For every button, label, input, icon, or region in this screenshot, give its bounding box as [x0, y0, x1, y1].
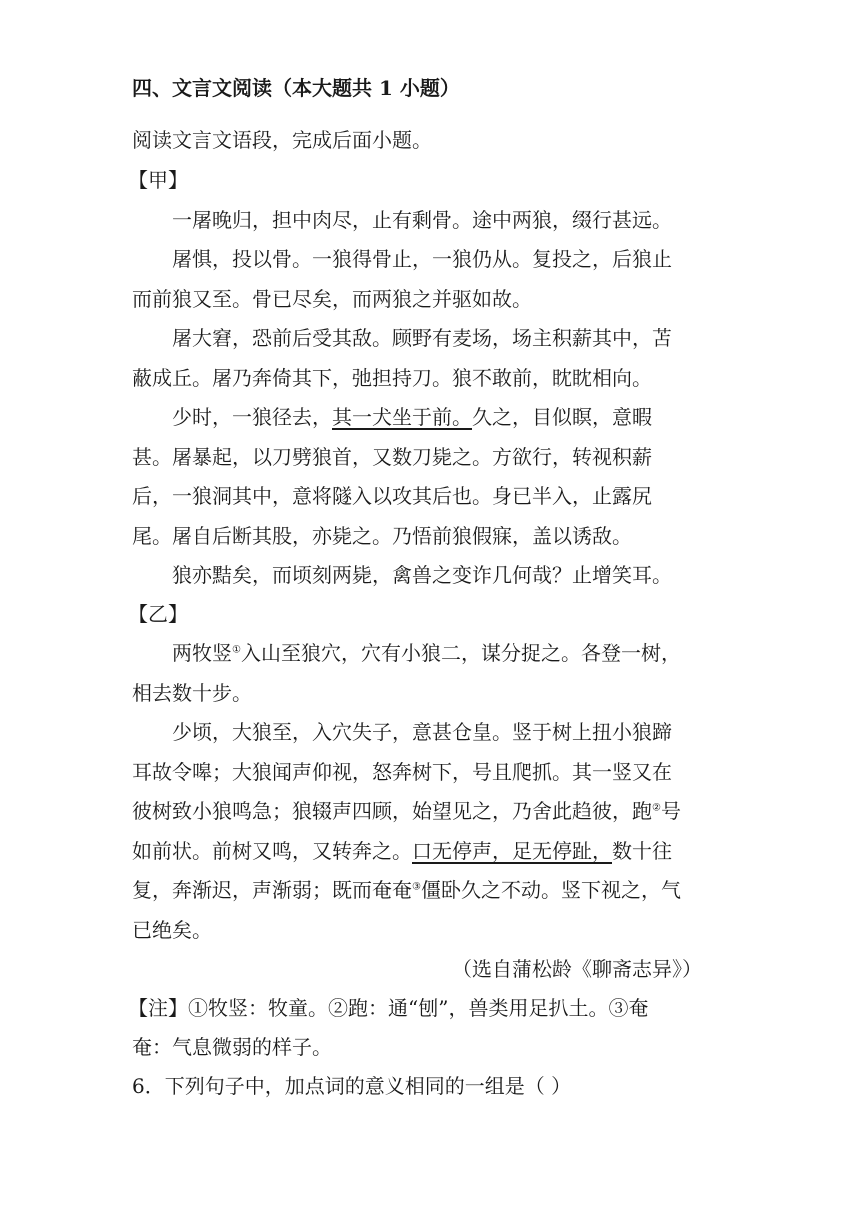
footnotes-line-2: 奄：气息微弱的样子。 — [132, 1035, 332, 1059]
passage-a-p4-text-start: 少时，一狼径去， — [172, 405, 332, 429]
passage-a-paragraph-1: 一屠晚归，担中肉尽，止有剩骨。途中两狼，缀行甚远。 — [172, 208, 672, 232]
passage-b-p2-l4-text-start: 如前状。前树又鸣，又转奔之。 — [132, 839, 412, 863]
passage-b-p1-text-end: 入山至狼穴，穴有小狼二，谋分捉之。各登一树， — [240, 641, 681, 665]
footnote-marker-3: ③ — [412, 881, 421, 893]
passage-b-p2-l4-text-end: 数十往 — [612, 839, 672, 863]
passage-b-paragraph-2-line-1: 少顷，大狼至，入穴失子，意甚仓皇。竖于树上扭小狼蹄 — [172, 720, 672, 744]
passage-a-paragraph-4-line-4: 尾。屠自后断其股，亦毙之。乃悟前狼假寐，盖以诱敌。 — [132, 524, 632, 548]
passage-b-p2-l3-text-end: 号 — [660, 799, 681, 823]
footnotes-line-1: 【注】①牧竖：牧童。②跑：通“刨”，兽类用足扒土。③奄 — [128, 996, 649, 1020]
footnote-marker-2: ② — [652, 802, 661, 814]
passage-a-paragraph-3-line-2: 蔽成丘。屠乃奔倚其下，弛担持刀。狼不敢前，眈眈相向。 — [132, 366, 652, 390]
passage-b-paragraph-2-line-6: 已绝矣。 — [132, 918, 212, 942]
passage-b-paragraph-2-line-3 — [132, 799, 681, 823]
section-heading: 四、文言文阅读（本大题共 1 小题） — [132, 76, 460, 100]
passage-b-p1-text-start: 两牧竖 — [172, 641, 232, 665]
passage-a-paragraph-4-line-2: 甚。屠暴起，以刀劈狼首，又数刀毙之。方欲行，转视积薪 — [132, 445, 652, 469]
passage-b-p2-l3-text-start: 彼树致小狼鸣急；狼辍声四顾，始望见之，乃舍此趋彼，跑 — [132, 799, 652, 823]
passage-b-p2-l5-text-end: 僵卧久之不动。竖下视之，气 — [420, 878, 681, 902]
underlined-sentence-b: 口无停声，足无停趾， — [412, 839, 612, 863]
passage-a-paragraph-5: 狼亦黠矣，而顷刻两毙，禽兽之变诈几何哉？止增笑耳。 — [172, 563, 672, 587]
passage-b-paragraph-1-line-2: 相去数十步。 — [132, 681, 252, 705]
passage-b-p2-l5-text-start: 复，奔渐迟，声渐弱；既而奄奄 — [132, 878, 412, 902]
passage-b-label: 【乙】 — [128, 602, 188, 626]
underlined-sentence-a: 其一犬坐于前。 — [332, 405, 472, 429]
footnote-marker-1: ① — [232, 644, 241, 656]
passage-b-paragraph-2-line-4 — [132, 839, 672, 863]
source-citation: （选自蒲松龄《聊斋志异》） — [452, 957, 702, 981]
passage-a-paragraph-2-line-2: 而前狼又至。骨已尽矣，而两狼之并驱如故。 — [132, 287, 532, 311]
passage-a-paragraph-2-line-1: 屠惧，投以骨。一狼得骨止，一狼仍从。复投之，后狼止 — [172, 247, 672, 271]
passage-b-paragraph-2-line-2: 耳故令嗥；大狼闻声仰视，怒奔树下，号且爬抓。其一竖又在 — [132, 760, 672, 784]
passage-a-paragraph-4-line-3: 后，一狼洞其中，意将隧入以攻其后也。身已半入，止露尻 — [132, 484, 652, 508]
question-6: 6．下列句子中，加点词的意义相同的一组是（ ） — [132, 1074, 572, 1098]
passage-b-paragraph-2-line-5 — [132, 878, 681, 902]
passage-a-paragraph-3-line-1: 屠大窘，恐前后受其敌。顾野有麦场，场主积薪其中，苫 — [172, 326, 672, 350]
instruction-text: 阅读文言文语段，完成后面小题。 — [132, 128, 432, 152]
passage-b-paragraph-1-line-1 — [172, 641, 681, 665]
passage-a-p4-text-end: 久之，目似瞑，意暇 — [472, 405, 652, 429]
passage-a-paragraph-4-line-1 — [172, 405, 652, 429]
passage-a-label: 【甲】 — [128, 168, 188, 192]
